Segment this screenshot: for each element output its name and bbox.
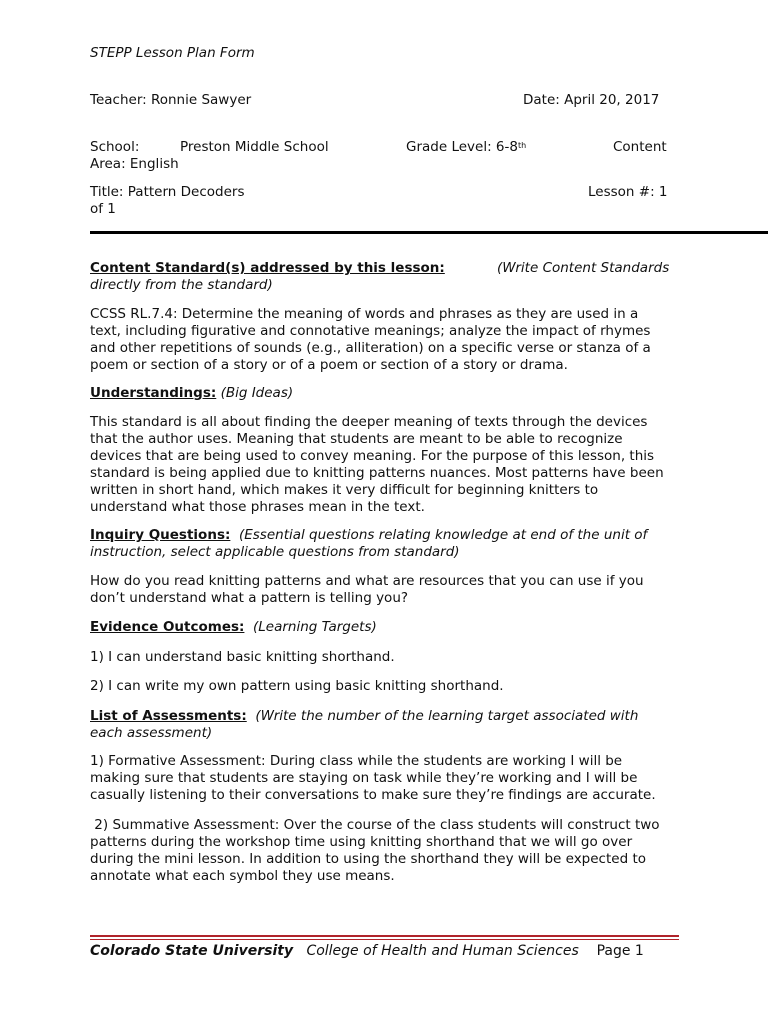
assessments-heading — [90, 708, 638, 725]
footer-rule-thick — [90, 935, 679, 937]
inquiry-title: Inquiry Questions: — [90, 527, 231, 543]
evidence-item-2: 2) I can write my own pattern using basic knitting shorthand. — [90, 678, 504, 694]
paragraph-line: that the author uses. Meaning that students are meant to be able to recognize — [90, 431, 623, 447]
paragraph-line: This standard is all about finding the deeper meaning of texts through the devices — [90, 414, 648, 430]
paragraph-line: understand what those phrases mean in the text. — [90, 499, 425, 515]
paragraph-line: devices that are being used to convey meaning. For the purpose of this lesson, this — [90, 448, 655, 464]
evidence-heading — [90, 619, 377, 636]
understandings-title: Understandings: — [90, 385, 217, 401]
inquiry-heading — [90, 527, 647, 544]
inquiry-body — [90, 573, 690, 607]
evidence-item-1: 1) I can understand basic knitting shorthand. — [90, 649, 395, 665]
form-title: STEPP Lesson Plan Form — [90, 45, 255, 61]
paragraph-line: making sure that students are staying on task while they’re working and I will be — [90, 770, 638, 786]
content-area: Area: English — [90, 156, 179, 172]
footer-university: Colorado State University — [90, 943, 294, 959]
evidence-title: Evidence Outcomes: — [90, 619, 245, 635]
assessments-title: List of Assessments: — [90, 708, 247, 724]
paragraph-line: poem or section of a story or of a poem or section of a story or drama. — [90, 357, 568, 373]
paragraph-line: during the mini lesson. In addition to using the shorthand they will be expected to — [90, 851, 646, 867]
date-line: Date: April 20, 2017 — [523, 92, 660, 108]
assessment-item-2 — [90, 817, 690, 885]
paragraph-line: text, including figurative and connotative meanings; analyze the impact of rhymes — [90, 323, 651, 339]
inquiry-note-1: (Essential questions relating knowledge at end of the unit of — [238, 527, 648, 543]
paragraph-line: annotate what each symbol they use means. — [90, 868, 395, 884]
content-standards-body — [90, 306, 690, 374]
page-footer — [90, 943, 644, 959]
paragraph-line: and other repetitions of sounds (e.g., alliteration) on a specific verse or stanza of a — [90, 340, 651, 356]
lesson-of: of 1 — [90, 201, 116, 217]
assessments-note-2: each assessment) — [90, 725, 213, 741]
paragraph-line: CCSS RL.7.4: Determine the meaning of words and phrases as they are used in a — [90, 306, 639, 322]
assessments-note-1: (Write the number of the learning target associated with — [255, 708, 639, 724]
paragraph-line: 2) Summative Assessment: Over the course of the class students will construct two — [90, 817, 660, 833]
lesson-number: Lesson #: 1 — [588, 184, 668, 200]
paragraph-line: written in short hand, which makes it very difficult for beginning knitters to — [90, 482, 599, 498]
content-standards-heading — [90, 260, 445, 277]
assessment-item-1 — [90, 753, 690, 804]
content-standards-note-2: directly from the standard) — [90, 277, 273, 293]
understandings-note: (Big Ideas) — [220, 385, 294, 401]
grade-level-text: Grade Level: 6-8 — [406, 139, 518, 155]
footer-page: Page 1 — [596, 943, 644, 959]
content-standards-title: Content Standard(s) addressed by this lesson: — [90, 260, 445, 276]
evidence-note: (Learning Targets) — [253, 619, 377, 635]
grade-level — [406, 139, 526, 156]
paragraph-line: 1) Formative Assessment: During class while the students are working I will be — [90, 753, 623, 769]
school-name: Preston Middle School — [180, 139, 329, 155]
inquiry-note-2: instruction, select applicable questions from standard) — [90, 544, 460, 560]
grade-level-sup: th — [517, 141, 527, 150]
paragraph-line: standard is being applied due to knitting patterns nuances. Most patterns have been — [90, 465, 664, 481]
footer-rule-thin — [90, 939, 679, 940]
header-divider — [90, 231, 768, 234]
school-label: School: — [90, 139, 140, 155]
paragraph-line: How do you read knitting patterns and what are resources that you can use if you — [90, 573, 644, 589]
teacher-line: Teacher: Ronnie Sawyer — [90, 92, 252, 108]
content-label: Content — [613, 139, 667, 155]
paragraph-line: patterns during the workshop time using knitting shorthand that we will go over — [90, 834, 633, 850]
content-standards-note-1: (Write Content Standards — [497, 260, 670, 276]
understandings-heading — [90, 385, 293, 402]
paragraph-line: casually listening to their conversations to make sure they’re findings are accurate. — [90, 787, 656, 803]
footer-college: College of Health and Human Sciences — [306, 943, 579, 959]
understandings-body — [90, 414, 690, 516]
paragraph-line: don’t understand what a pattern is telling you? — [90, 590, 409, 606]
lesson-title: Title: Pattern Decoders — [90, 184, 245, 200]
